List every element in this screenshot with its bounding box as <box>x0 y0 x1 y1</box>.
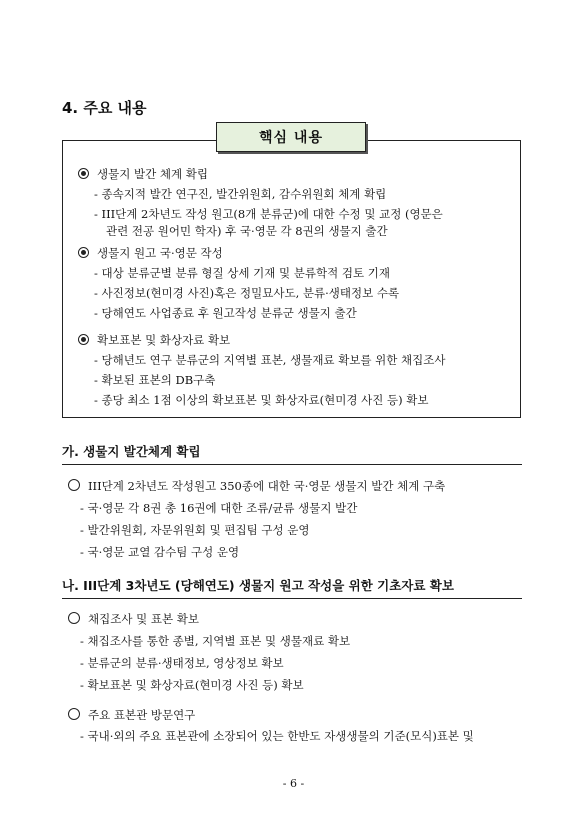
section-na-lead-1: 채집조사 및 표본 확보 <box>68 611 199 627</box>
box-group-2-heading: 생물지 원고 국·영문 작성 <box>78 245 223 261</box>
section-na-rule <box>62 598 522 599</box>
box-group-2-item-2: - 사진정보(현미경 사진)혹은 정밀묘사도, 분류·생태정보 수록 <box>94 286 400 300</box>
box-group-2-item-3: - 당해연도 사업종료 후 원고작성 분류군 생물지 출간 <box>94 306 357 320</box>
section-na-item-2: - 분류군의 분류·생태정보, 영상정보 확보 <box>80 656 284 670</box>
box-group-3-item-2: - 확보된 표본의 DB구축 <box>94 373 216 387</box>
box-group-3-item-1: - 당해년도 연구 분류군의 지역별 표본, 생물재료 확보를 위한 채집조사 <box>94 353 446 367</box>
circle-bullet-icon <box>68 708 80 720</box>
page-number: - 6 - <box>282 777 305 790</box>
circle-bullet-icon <box>68 479 80 491</box>
box-group-1-heading: 생물지 발간 체계 확립 <box>78 166 208 182</box>
section-ga-rule <box>62 464 522 465</box>
section-ga-item-1: - 국·영문 각 8권 총 16권에 대한 조류/균류 생물지 발간 <box>80 501 358 515</box>
box-group-3-heading: 확보표본 및 화상자료 확보 <box>78 332 230 348</box>
section-ga-item-3: - 국·영문 교열 감수팀 구성 운영 <box>80 545 240 559</box>
section-ga-heading: 가. 생물지 발간체계 확립 <box>62 444 201 459</box>
section-title: 4. 주요 내용 <box>62 99 147 117</box>
box-group-3-item-3: - 종당 최소 1점 이상의 확보표본 및 화상자료(현미경 사진 등) 확보 <box>94 393 429 407</box>
section-na-heading: 나. III단계 3차년도 (당해연도) 생물지 원고 작성을 위한 기초자료 확보 <box>62 578 454 593</box>
circle-bullet-icon <box>68 612 80 624</box>
section-ga-lead: III단계 2차년도 작성원고 350종에 대한 국·영문 생물지 발간 체계 구축 <box>68 478 445 494</box>
key-content-box-title: 핵심 내용 <box>216 122 366 152</box>
section-na-item-3: - 확보표본 및 화상자료(현미경 사진 등) 확보 <box>80 678 304 692</box>
box-group-1-item-1: - 종속지적 발간 연구진, 발간위원회, 감수위원회 체계 확립 <box>94 187 387 201</box>
section-na-item-1: - 채집조사를 통한 종별, 지역별 표본 및 생물재료 확보 <box>80 634 351 648</box>
section-na-item-4: - 국내·외의 주요 표본관에 소장되어 있는 한반도 자생생물의 기준(모식)표본 및 <box>80 729 474 743</box>
section-ga-item-2: - 발간위원회, 자문위원회 및 편집팀 구성 운영 <box>80 523 310 537</box>
target-bullet-icon <box>78 168 89 179</box>
section-na-lead-2: 주요 표본관 방문연구 <box>68 707 195 723</box>
box-group-1-item-3: 관련 전공 원어민 학자) 후 국·영문 각 8권의 생물지 출간 <box>106 224 388 238</box>
target-bullet-icon <box>78 334 89 345</box>
target-bullet-icon <box>78 247 89 258</box>
box-group-2-item-1: - 대상 분류군별 분류 형질 상세 기재 및 분류학적 검토 기재 <box>94 266 390 280</box>
box-group-1-item-2: - III단계 2차년도 작성 원고(8개 분류군)에 대한 수정 및 교정 (영문은 <box>94 207 443 221</box>
